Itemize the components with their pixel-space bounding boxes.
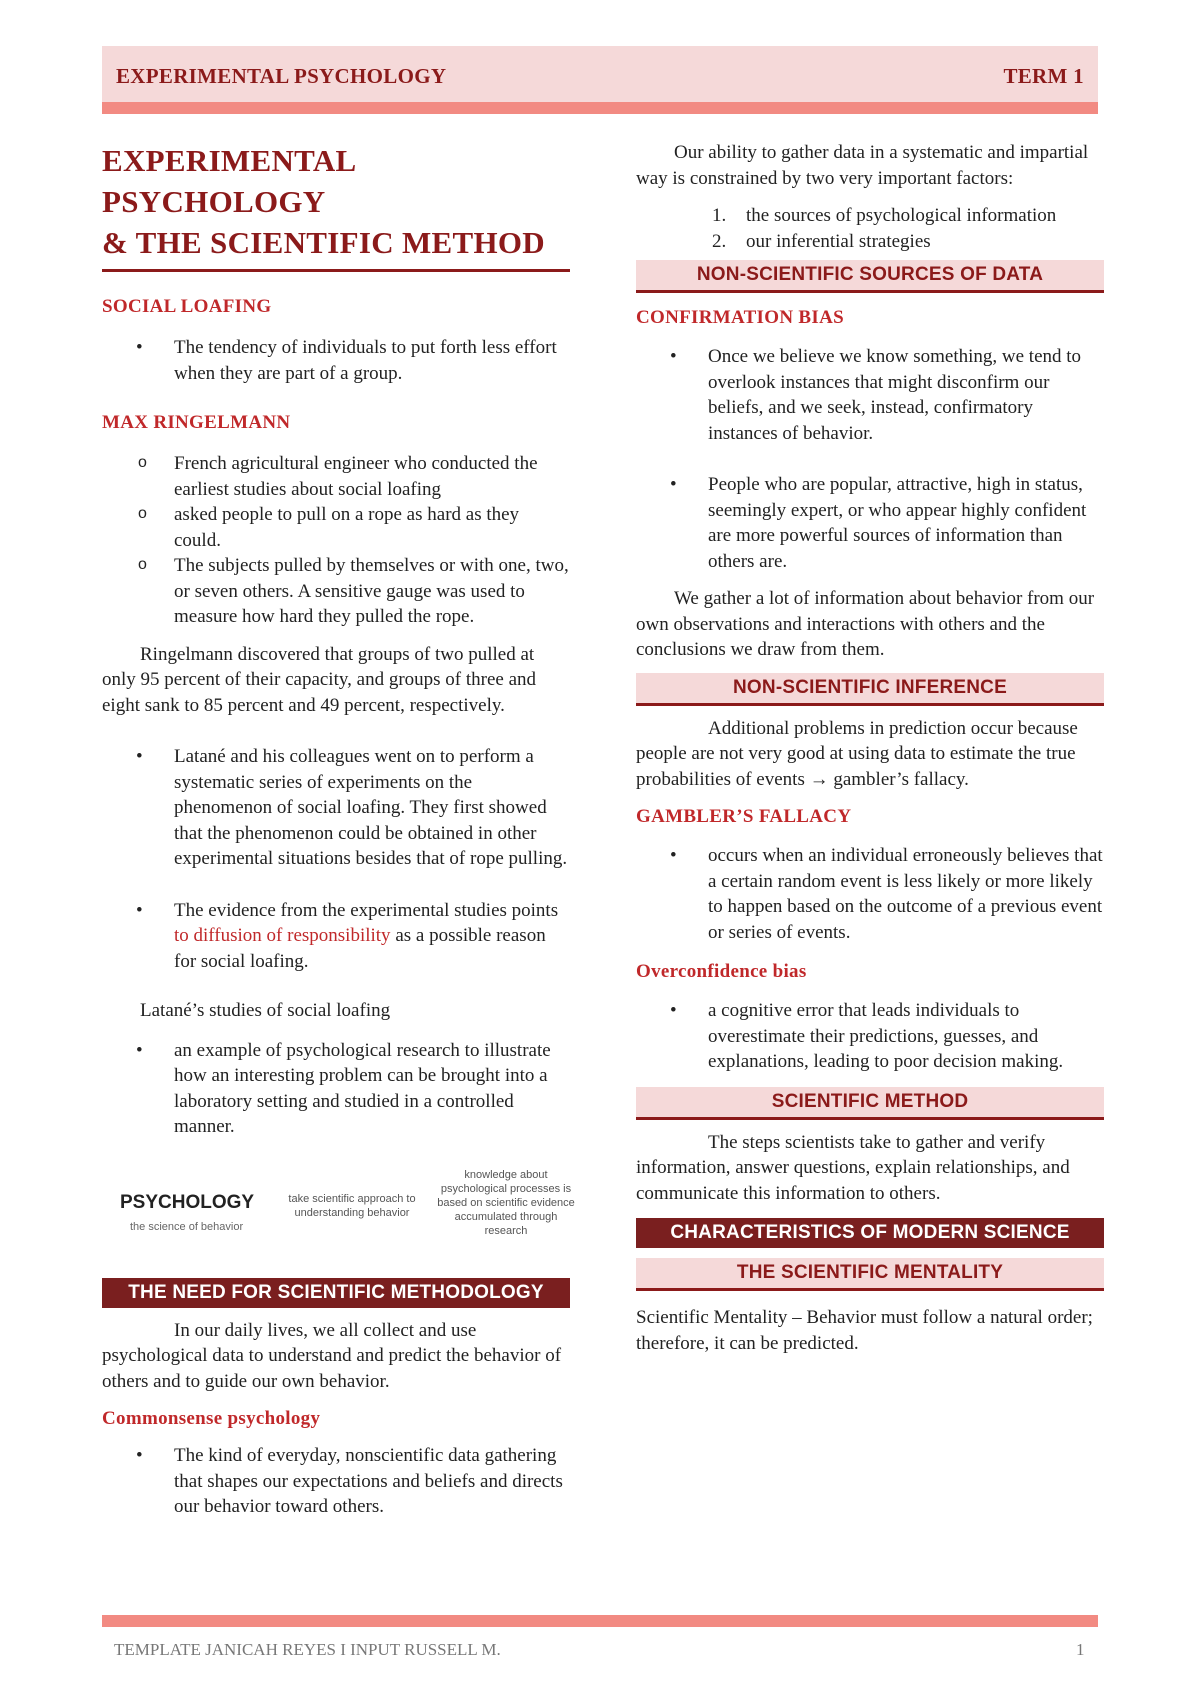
gambler-list [636,843,1104,945]
list-item [636,229,1104,255]
list-item: • The tendency of individuals to put forth less effort when they are part of a group. [102,335,570,386]
footer-accent-bar [102,1615,1098,1627]
overconfidence-heading: Overconfidence bias [636,961,807,982]
list-item: • Once we believe we know something, we tend to overlook instances that might disconfirm our beliefs, and we seek, instead, confirmatory instances of behavior. [636,344,1104,446]
ringelmann-paragraph: Ringelmann discovered that groups of two pulled at only 95 percent of their capacity, and groups of three and eight sank to 85 percent and 49 percent, respectively. [102,643,537,716]
list-number: 1. [712,205,727,226]
header-accent-bar [102,102,1098,114]
observations-paragraph: We gather a lot of information about behavior from our own observations and interactions with others and the conclusions we draw from them. [636,588,1095,660]
diagram-subtitle: the science of behavior [130,1221,244,1233]
confirmation-bias-heading: CONFIRMATION BIAS [636,307,844,328]
title-line-2: & THE SCIENTIFIC METHOD [102,225,545,260]
list-item: • The kind of everyday, nonscientific data gathering that shapes our expectations and beliefs and directs our behavior toward others. [102,1443,570,1520]
evidence-text-end: as a possible reason for social loafing. [174,925,546,972]
list-item: o The subjects pulled by themselves or with one, two, or seven others. A sensitive gauge was used to measure how hard they pulled the rope. [102,553,570,630]
ringelmann-list [102,451,570,630]
latane-studies-list [102,1038,570,1140]
confirmation-list [636,344,1104,574]
list-number: 2. [712,230,727,252]
social-loafing-list [102,335,570,386]
ringelmann-heading: MAX RINGELMANN [102,412,291,433]
header-term: TERM 1 [1003,64,1084,88]
footer-credits: TEMPLATE JANICAH REYES I INPUT RUSSELL M. [114,1640,501,1659]
scientific-method-band: SCIENTIFIC METHOD [636,1087,1104,1120]
list-item: • People who are popular, attractive, high in status, seemingly expert, or who appear highly confident are more powerful sources of information than others are. [636,472,1104,574]
page-title [102,140,570,272]
diffusion-highlight: to diffusion of responsibility [174,925,391,946]
evidence-text-start: The evidence from the experimental studies points [174,899,559,921]
right-column [636,140,1104,1356]
diagram-approach-text: take scientific approach to understanding behavior [288,1192,416,1219]
page-header [102,46,1098,102]
factors-list [636,203,1104,254]
commonsense-list [102,1443,570,1520]
need-for-methodology-band: THE NEED FOR SCIENTIFIC METHODOLOGY [102,1278,570,1308]
title-line-1: EXPERIMENTAL PSYCHOLOGY [102,143,355,219]
diagram-title: PSYCHOLOGY [120,1191,255,1213]
list-item: • an example of psychological research to illustrate how an interesting problem can be brought into a laboratory setting and studied in a controlled manner. [102,1038,570,1140]
scientific-mentality-band: THE SCIENTIFIC MENTALITY [636,1258,1104,1291]
characteristics-band: CHARACTERISTICS OF MODERN SCIENCE [636,1218,1104,1248]
list-item: • Latané and his colleagues went on to perform a systematic series of experiments on the phenomenon of social loafing. They first showed that the phenomenon could be obtained in other experimental situations besides that of rope pulling. [102,744,570,872]
psychology-diagram [102,1168,575,1260]
list-item: o French agricultural engineer who conducted the earliest studies about social loafing [102,451,570,502]
diagram-psychology-box [120,1190,254,1241]
diagram-knowledge-text: knowledge about psychological processes is based on scientific evidence accumulated through research [437,1168,575,1237]
commonsense-heading: Commonsense psychology [102,1408,321,1429]
list-item-evidence [102,898,570,975]
intro-paragraph: Our ability to gather data in a systematic and impartial way is constrained by two very important factors: [636,142,1089,189]
factor-text: our inferential strategies [746,230,931,252]
need-paragraph: In our daily lives, we all collect and use psychological data to understand and predict the behavior of others and to guide our own behavior. [102,1319,562,1392]
list-item: • occurs when an individual erroneously believes that a certain random event is less likely or more likely to happen based on the outcome of a previous event or series of events. [636,843,1104,945]
header-course-title: EXPERIMENTAL PSYCHOLOGY [116,64,447,88]
factor-text: the sources of psychological information [746,205,1057,226]
scientific-method-paragraph: The steps scientists take to gather and verify information, answer questions, explain relationships, and communicate this information to others. [636,1131,1070,1204]
mentality-paragraph: Scientific Mentality – Behavior must follow a natural order; therefore, it can be predicted. [636,1307,1093,1354]
non-scientific-inference-band: NON-SCIENTIFIC INFERENCE [636,673,1104,706]
list-item [636,203,1104,229]
latane-list [102,744,570,974]
list-item: o asked people to pull on a rope as hard as they could. [102,502,570,553]
latane-studies-heading: Latané’s studies of social loafing [140,1000,391,1021]
page-number: 1 [1076,1640,1085,1659]
inference-paragraph: Additional problems in prediction occur because people are not very good at using data to estimate the true probabilities of events → gambler’s fallacy. [636,717,1078,790]
list-item: • a cognitive error that leads individuals to overestimate their predictions, guesses, and explanations, leading to poor decision making. [636,998,1104,1075]
non-scientific-sources-band: NON-SCIENTIFIC SOURCES OF DATA [636,260,1104,293]
overconfidence-list [636,998,1104,1075]
gamblers-fallacy-heading: GAMBLER’S FALLACY [636,806,852,827]
social-loafing-heading: SOCIAL LOAFING [102,296,272,317]
left-column [102,140,575,1520]
